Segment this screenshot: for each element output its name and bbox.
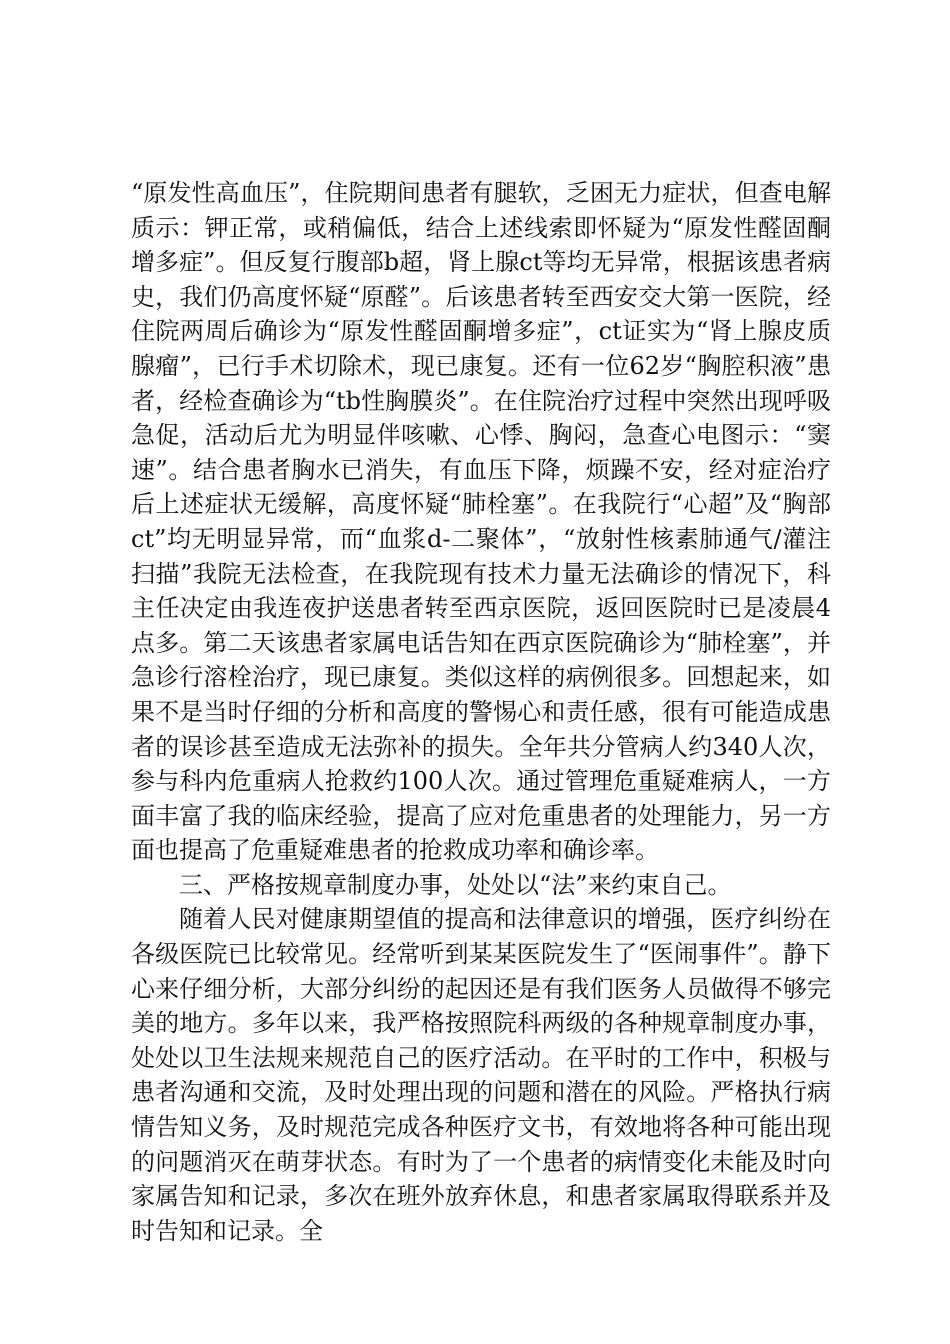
body-text [131, 176, 831, 1248]
section-heading-3: 三、严格按规章制度办事，处处以“法”来约束自己。 [179, 870, 732, 899]
paragraph-case-reports: “原发性高血压”，住院期间患者有腿软，乏困无力症状，但查电解质示：钾正常，或稍偏低，结合上述线索即怀疑为“原发性醛固酮增多症”。但反复行腹部b超，肾上腺ct等均无异常，根据该患者病史，我们仍高度怀疑“原醛”。后该患者转至西安交大第一医院，经住院两周后确诊为“原发性醛固酮增多症”，ct证实为“肾上腺皮质腺瘤”，已行手术切除术，现已康复。还有一位62岁“胸腔积液”患者，经检查确诊为“tb性胸膜炎”。在住院治疗过程中突然出现呼吸急促，活动后尤为明显伴咳嗽、心悸、胸闷，急查心电图示：“窦速”。结合患者胸水已消失，有血压下降，烦躁不安，经对症治疗后上述症状无缓解，高度怀疑“肺栓塞”。在我院行“心超”及“胸部ct”均无明显异常，而“血浆d-二聚体”，“放射性核素肺通气/灌注扫描”我院无法检查，在我院现有技术力量无法确诊的情况下，科主任决定由我连夜护送患者转至西京医院，返回医院时已是凌晨4点多。第二天该患者家属电话告知在西京医院确诊为“肺栓塞”，并急诊行溶栓治疗，现已康复。类似这样的病例很多。回想起来，如果不是当时仔细的分析和高度的警惕心和责任感，很有可能造成患者的误诊甚至造成无法弥补的损失。全年共分管病人约340人次，参与科内危重病人抢救约100人次。通过管理危重疑难病人，一方面丰富了我的临床经验，提高了应对危重患者的处理能力，另一方面也提高了危重疑难患者的抢救成功率和确诊率。 [131, 179, 831, 865]
paragraph-regulations: 随着人民对健康期望值的提高和法律意识的增强，医疗纠纷在各级医院已比较常见。经常听到某某医院发生了“医闹事件”。静下心来仔细分析，大部分纠纷的起因还是有我们医务人员做得不够完美的地方。多年以来，我严格按照院科两级的各种规章制度办事，处处以卫生法规来规范自己的医疗活动。在平时的工作中，积极与患者沟通和交流，及时处理出现的问题和潜在的风险。严格执行病情告知义务，及时规范完成各种医疗文书，有效地将各种可能出现的问题消灭在萌芽状态。有时为了一个患者的病情变化未能及时向家属告知和记录，多次在班外放弃休息，和患者家属取得联系并及时告知和记录。全 [131, 905, 831, 1245]
